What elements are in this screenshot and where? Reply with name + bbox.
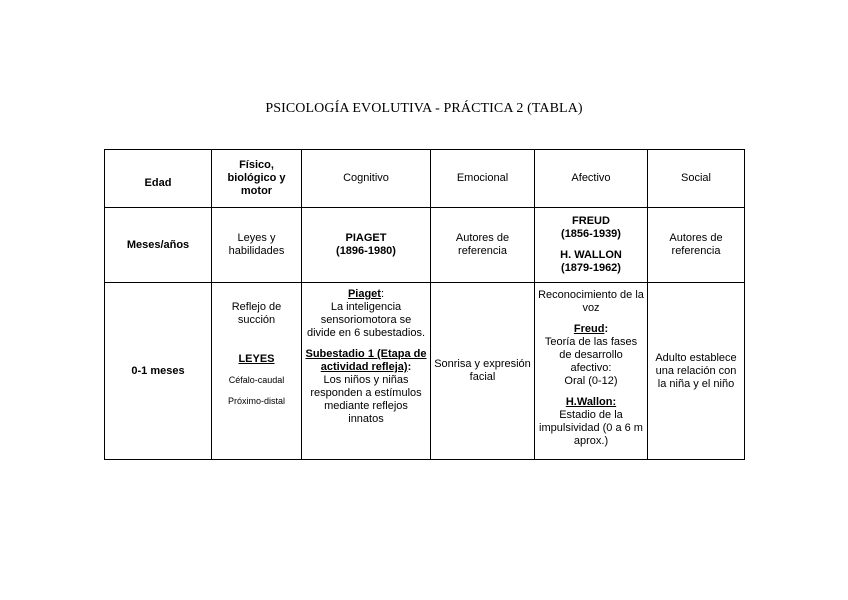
cell-fisico-ref: Leyes y habilidades [212,208,302,283]
header-fisico: Físico, biológico y motor [212,150,302,208]
leyes-heading: LEYES [238,353,275,365]
cell-social-ref: Autores de referencia [648,208,745,283]
header-cognitivo: Cognitivo [302,150,431,208]
header-emocional: Emocional [431,150,535,208]
cell-afectivo-ref [535,208,648,283]
cell-social-0-1: Adulto establece una relación con la niña y el niño [648,283,745,460]
af-text-3: Oral (0-12) [564,375,618,387]
piaget-name: PIAGET [345,232,387,244]
freud-name: FREUD [572,215,610,227]
af-text-2: Teoría de las fases de desarrollo afectivo: [544,336,638,374]
cog-text-2: Los niños y niñas responden a estímulos mediante reflejos innatos [310,374,422,425]
cog-text-1: La inteligencia sensoriomotora se divide en 6 subestadios. [306,301,426,339]
header-edad: Edad [105,150,212,208]
subestadio-heading: Subestadio 1 (Etapa de actividad refleja) [305,348,427,373]
wallon-name: H. WALLON [560,249,622,261]
freud-years: (1856-1939) [561,228,621,240]
wallon-years: (1879-1962) [561,262,621,274]
cell-cognitivo-ref [302,208,431,283]
cell-emocional-0-1: Sonrisa y expresión facial [431,283,535,460]
piaget-heading: Piaget [347,288,381,300]
header-afectivo: Afectivo [535,150,648,208]
reflejo-succion: Reflejo de succión [231,301,282,326]
piaget-colon: : [380,288,385,300]
cell-cognitivo-0-1 [302,283,431,460]
page-title: PSICOLOGÍA EVOLUTIVA - PRÁCTICA 2 (TABLA) [265,101,583,116]
af-text-1: Reconocimiento de la voz [538,289,644,314]
table-header-row [105,150,745,208]
piaget-years: (1896-1980) [336,245,396,257]
wallon-heading: H.Wallon: [565,396,617,408]
cell-afectivo-0-1 [535,283,648,460]
freud-colon: : [604,323,609,335]
header-social: Social [648,150,745,208]
ley-cefalo-caudal: Céfalo-caudal [228,375,285,385]
freud-heading: Freud [573,323,605,335]
development-table [104,149,745,460]
table-row-reference [105,208,745,283]
subestadio-colon: : [407,361,412,373]
cell-fisico-0-1 [212,283,302,460]
row-label-0-1: 0-1 meses [105,283,212,460]
table-row-0-1-meses [105,283,745,460]
af-text-4: Estadio de la impulsividad (0 a 6 m aprox.) [539,409,643,447]
ley-proximo-distal: Próximo-distal [227,396,285,406]
row-label-meses: Meses/años [105,208,212,283]
cell-emocional-ref: Autores de referencia [431,208,535,283]
